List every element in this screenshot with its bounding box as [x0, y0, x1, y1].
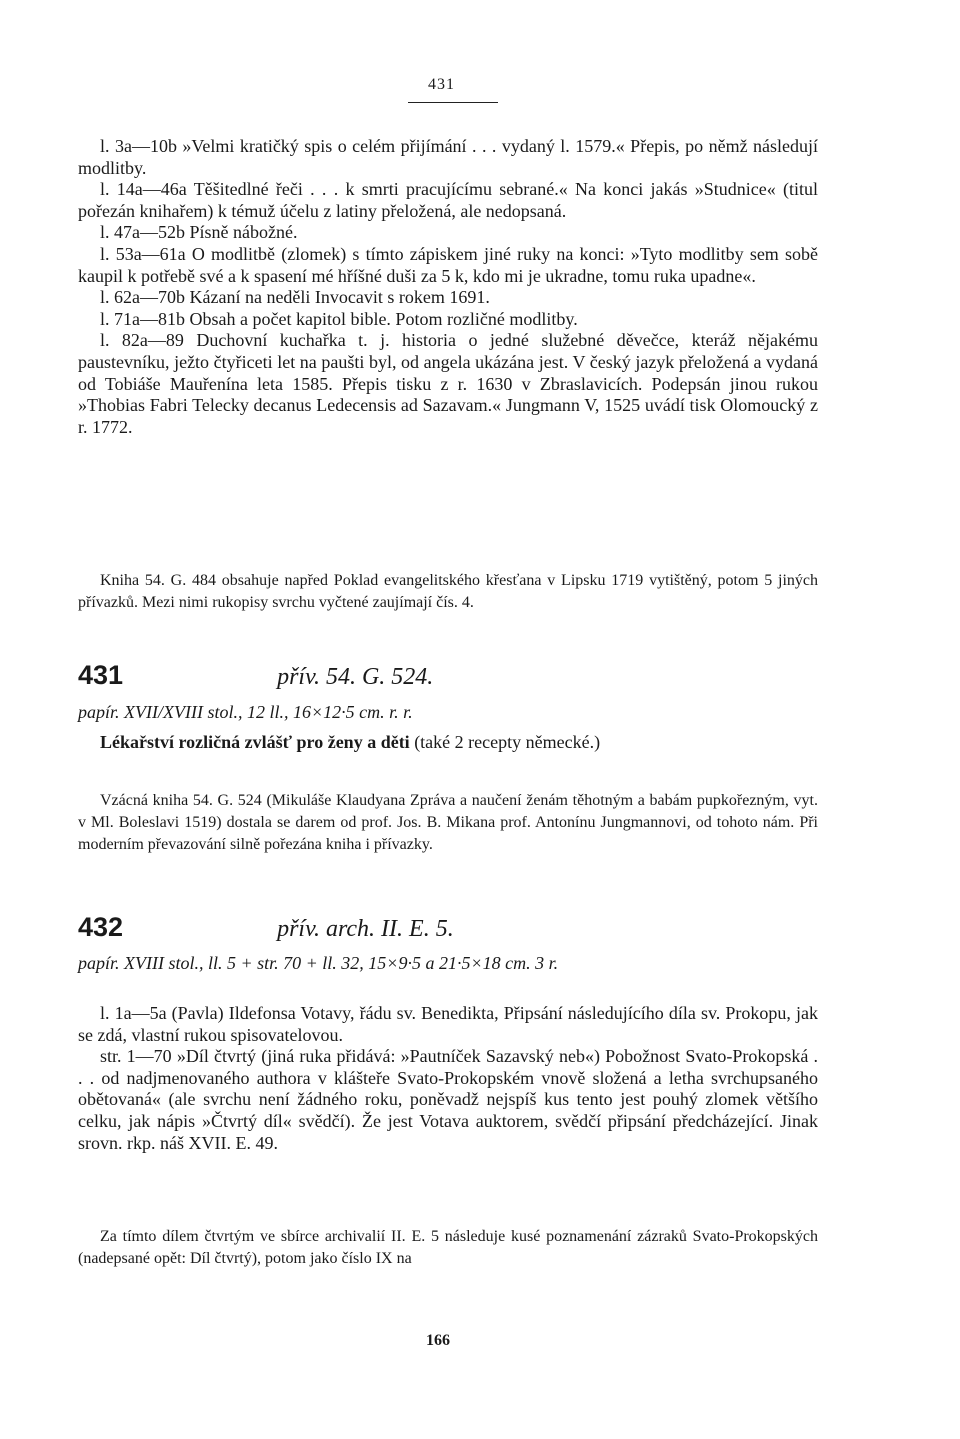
entry-paragraph: str. 1—70 »Díl čtvrtý (jiná ruka přidává: »Pautníček Sazavský neb«) Pobožnost Svato-Prokopská . . . od nadjmenovaného authora v klášteře Svato-Prokopském vnově složená a letha svrchupsaného obětovaná« (ale svrchu není žádného roku, poněvadž nejspíš kus tento jest pouhý zlomek většího celku, jak nápis »Čtvrtý díl« svědčí). Že jest Votava auktorem, svědčí připsání předcházející. Jinak srovn. rkp. náš XVII. E. 49.: [78, 1046, 818, 1153]
document-page: [78, 0, 818, 1439]
entry-432-physical: papír. XVIII stol., ll. 5 + str. 70 + ll. 32, 15×9·5 a 21·5×18 cm. 3 r.: [78, 953, 559, 973]
page-number: 166: [426, 1332, 450, 1349]
item-line: l. 62a—70b Kázaní na neděli Invocavit s rokem 1691.: [100, 287, 490, 308]
entry-title: Lékařství rozličná zvlášť pro ženy a děti: [100, 732, 410, 752]
item-line: l. 14a—46a Těšitedlné řeči . . . k smrti pracujícímu sebrané.« Na konci jakás »Studnice« (titul pořezán knihařem) k témuž účelu z latiny přeložená, ale nedopsaná.: [78, 179, 818, 221]
item-line: l. 82a—89 Duchovní kuchařka t. j. historia o jedné služebné děvečce, kteráž nějakému paustevníku, ježto čtyřiceti let na paušti byl, od angela ukázána jest. V český jazyk přeložená a vydaná od Tobiáše Mauřenína leta 1585. Přepis tisku z r. 1630 v Zbraslavicích. Podepsán jinou rukou »Thobias Fabri Telecky decanus Ledecensis ad Sazavam.« Jungmann V, 1525 uvádí tisk Olomoucký z r. 1772.: [78, 330, 818, 437]
entry-431-physical: papír. XVII/XVIII stol., 12 ll., 16×12·5 cm. r. r.: [78, 702, 413, 722]
item-line: l. 53a—61a O modlitbě (zlomek) s tímto zápiskem jiné ruky na konci: »Tyto modlitby sem sobě kaupil k potřebě své a k spasení mé hříšné duši za 5 k, kdo mi je ukradne, tomu ruka upadne«.: [78, 243, 818, 286]
note-text: Vzácná kniha 54. G. 524 (Mikuláše Klaudyana Zpráva a naučení ženám těhotným a babám pupkořezným, vyt. v Ml. Boleslavi 1519) dostala se darem od prof. Jos. B. Mikana prof. Antonínu Jungmannovi, od tohoto nám. Při moderním převazování silně pořezána kniha i přívazky.: [78, 792, 818, 853]
item-line: l. 3a—10b »Velmi kratičký spis o celém přijímání . . . vydaný l. 1579.« Přepis, po němž následují modlitby.: [78, 136, 818, 178]
entry-432-body: [78, 1003, 818, 1154]
entry-paragraph: l. 1a—5a (Pavla) Ildefonsa Votavy, řádu sv. Benedikta, Připsání následujícího díla sv. Prokopu, jak se zdá, vlastní rukou spisovatelovou.: [78, 1003, 818, 1045]
header-rule: [408, 102, 498, 103]
entry-number: 432: [78, 912, 124, 942]
entry-signature: přív. 54. G. 524.: [277, 664, 434, 690]
entry-signature: přív. arch. II. E. 5.: [277, 916, 454, 942]
entry-431-title-block: [78, 732, 818, 754]
item-line: l. 47a—52b Písně nábožné.: [100, 222, 298, 243]
entry-430-note: [78, 570, 818, 614]
entry-430-items: [78, 136, 818, 438]
entry-432-note: [78, 1226, 818, 1270]
entry-title-rest: (také 2 recepty německé.): [414, 732, 601, 752]
entry-431-note: [78, 790, 818, 855]
item-line: l. 71a—81b Obsah a počet kapitol bible. Potom rozličné modlitby.: [100, 308, 578, 329]
entry-number: 431: [78, 660, 124, 690]
entry-431-heading: [78, 660, 433, 691]
entry-432-heading: [78, 912, 454, 943]
note-text: Za tímto dílem čtvrtým ve sbírce archivalií II. E. 5 následuje kusé poznamenání zázraků Svato-Prokopských (nadepsané opět: Díl čtvrtý), potom jako číslo IX na: [78, 1228, 818, 1267]
page-header-marker: 431: [428, 76, 455, 93]
note-text: Kniha 54. G. 484 obsahuje napřed Poklad evangelitského křesťana v Lipsku 1719 vytištěný, potom 5 jiných přívazků. Mezi nimi rukopisy svrchu vyčtené zaujímají čís. 4.: [78, 572, 818, 611]
